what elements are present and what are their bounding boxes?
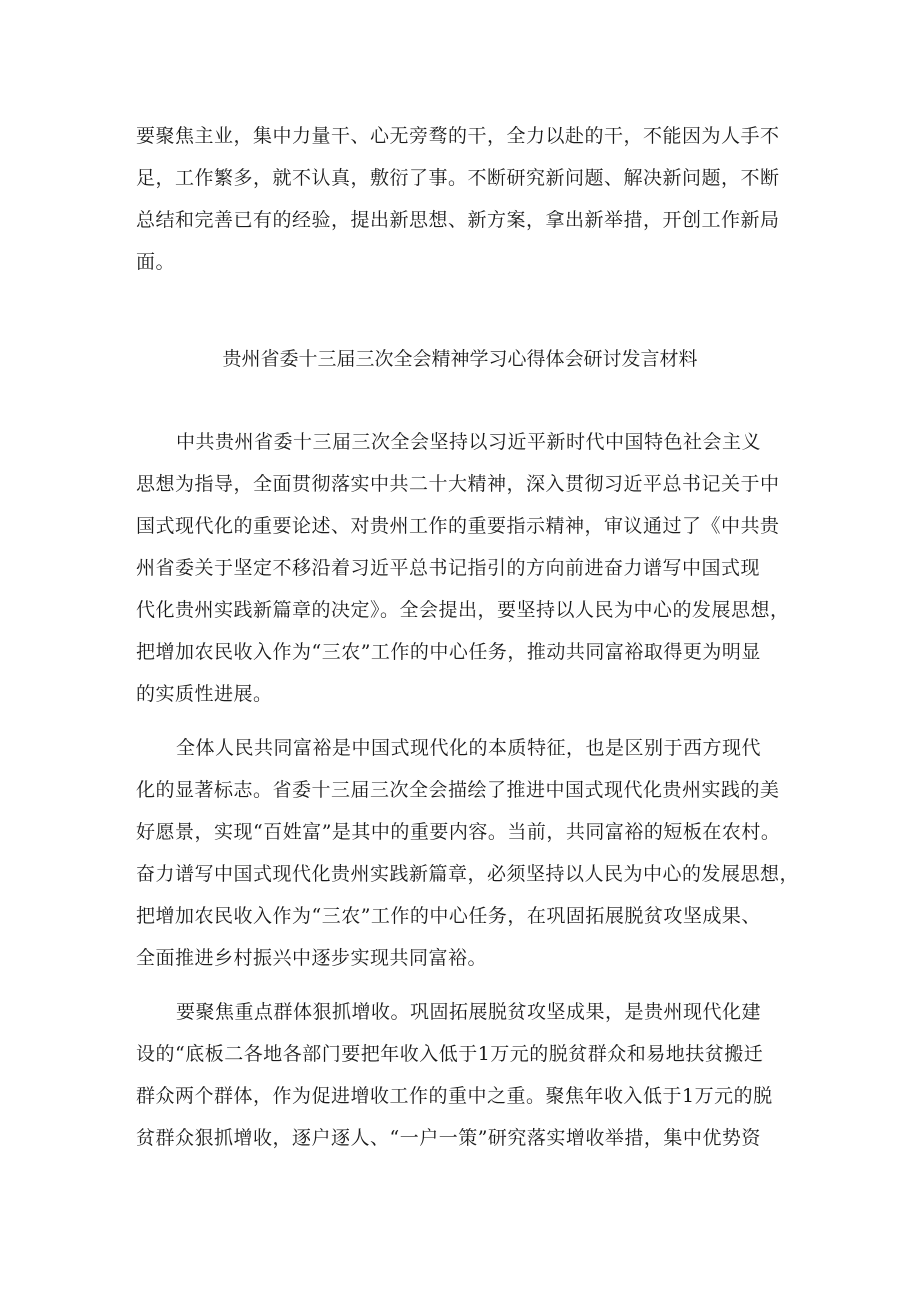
body-text-line: 足，工作繁多，就不认真，敷衍了事。不断研究新问题、解决新问题，不断 (136, 167, 780, 189)
body-text-line: 全面推进乡村振兴中逐步实现共同富裕。 (136, 947, 488, 969)
body-text-line: 面。 (136, 251, 176, 273)
body-text-line: 把增加农民收入作为“三农”工作的中心任务，推动共同富裕取得更为明显 (136, 641, 761, 663)
section-title: 贵州省委十三届三次全会精神学习心得体会研讨发言材料 (222, 348, 698, 370)
body-text-line: 全体人民共同富裕是中国式现代化的本质特征，也是区别于西方现代 (176, 737, 762, 759)
body-text-line: 中共贵州省委十三届三次全会坚持以习近平新时代中国特色社会主义 (176, 431, 762, 453)
body-text-line: 贫群众狠抓增收，逐户逐人、“一户一策”研究落实增收举措，集中优势资 (136, 1127, 761, 1149)
body-text-line: 化的显著标志。省委十三届三次全会描绘了推进中国式现代化贵州实践的美 (136, 779, 780, 801)
body-text-line: 的实质性进展。 (136, 683, 273, 705)
body-text-line: 总结和完善已有的经验，提出新思想、新方案，拿出新举措，开创工作新局 (136, 209, 780, 231)
body-text-line: 奋力谱写中国式现代化贵州实践新篇章，必须坚持以人民为中心的发展思想， (136, 863, 800, 885)
body-text-line: 好愿景，实现“百姓富”是其中的重要内容。当前，共同富裕的短板在农村。 (136, 821, 781, 843)
body-text-line: 要聚焦主业，集中力量干、心无旁骛的干，全力以赴的干，不能因为人手不 (136, 125, 780, 147)
body-text-line: 群众两个群体，作为促进增收工作的重中之重。聚焦年收入低于1万元的脱 (136, 1085, 773, 1107)
body-text-line: 思想为指导，全面贯彻落实中共二十大精神，深入贯彻习近平总书记关于中 (136, 473, 780, 495)
body-text-line: 州省委关于坚定不移沿着习近平总书记指引的方向前进奋力谱写中国式现 (136, 557, 761, 579)
body-text-line: 要聚焦重点群体狠抓增收。巩固拓展脱贫攻坚成果，是贵州现代化建 (176, 1001, 762, 1023)
body-text-line: 设的“底板二各地各部门要把年收入低于1万元的脱贫群众和易地扶贫搬迁 (136, 1043, 764, 1065)
body-text-line: 国式现代化的重要论述、对贵州工作的重要指示精神，审议通过了《中共贵 (136, 515, 780, 537)
body-text-line: 把增加农民收入作为“三农”工作的中心任务，在巩固拓展脱贫攻坚成果、 (136, 905, 761, 927)
body-text-line: 代化贵州实践新篇章的决定》。全会提出，要坚持以人民为中心的发展思想， (136, 599, 790, 621)
